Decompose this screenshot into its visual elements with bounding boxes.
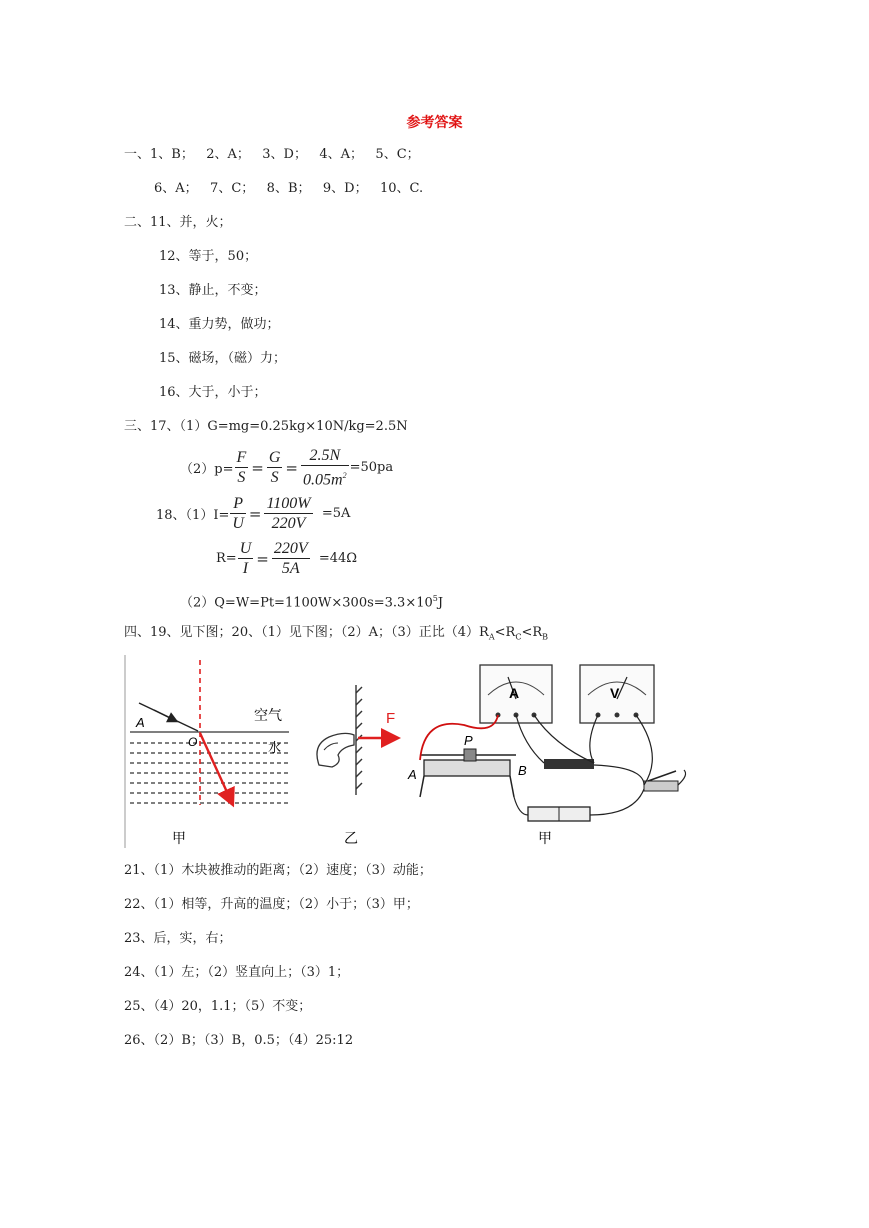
rheostat-a-label: A: [408, 767, 417, 782]
fraction-g-over-s: [267, 448, 283, 487]
water-label: 水: [268, 740, 282, 755]
exponent: 5: [432, 594, 438, 603]
q18-1-prefix: 18、（1）I=: [156, 508, 230, 523]
answer-q24: 24、（1）左；（2）竖直向上；（3）1；: [124, 965, 350, 980]
rheostat-b-label: B: [518, 763, 527, 778]
equals-sign: =: [251, 458, 264, 477]
answer-q12: 12、等于，50；: [159, 249, 258, 264]
figure-label-jia-left: 甲: [172, 830, 186, 846]
equals-sign: =: [285, 458, 298, 477]
equals-sign: =: [256, 549, 269, 568]
hand-icon: [317, 733, 354, 767]
answer-q21: 21、（1）木块被推动的距离；（2）速度；（3）动能；: [124, 863, 432, 878]
answer-q22: 22、（1）相等，升高的温度；（2）小于；（3）甲；: [124, 897, 419, 912]
rheostat: [407, 733, 527, 797]
answer-q14: 14、重力势，做功；: [159, 317, 280, 332]
q18-r-prefix: R=: [216, 551, 237, 566]
numerator: U: [239, 540, 252, 557]
battery: [528, 807, 590, 821]
answer-q11: 二、11、并，火；: [124, 215, 232, 230]
slider-p-label: P: [464, 733, 473, 748]
figure-label-yi: 乙: [344, 830, 358, 846]
answer-q18-part2: $(2)Q=W=Pt=1100W\times 300s=3.3\times 10^5J$: [180, 594, 444, 611]
q17-2-prefix: （2）p=: [180, 462, 234, 478]
fraction-resistance-values: [272, 539, 310, 578]
answer-q18-part1: [156, 494, 350, 533]
numerator: P: [230, 494, 246, 514]
wires: [514, 715, 686, 815]
answer-figure: [124, 655, 694, 848]
voltmeter-label: V: [610, 685, 620, 701]
denominator: U: [232, 515, 244, 532]
answer-q17-part2: [180, 446, 393, 489]
answer-q26: 26、（2）B；（3）B，0.5；（4）25:12: [124, 1033, 354, 1048]
answer-q17-part1: 三、17、（1）G=mg=0.25kg×10N/kg=2.5N: [124, 419, 408, 434]
ammeter-label: A: [509, 685, 520, 701]
figure-label-jia-right: 甲: [538, 830, 552, 846]
denominator: I: [242, 560, 249, 577]
voltmeter: [580, 665, 654, 723]
answer-q13: 13、静止，不变；: [159, 283, 267, 298]
fraction-u-over-i: [238, 539, 254, 578]
air-label: 空气: [254, 707, 282, 723]
water-region: [130, 732, 289, 803]
q17-2-result: =50pa: [349, 460, 394, 476]
numerator: G: [268, 449, 281, 467]
numerator: 220V: [273, 540, 308, 557]
q18-r-result: =44Ω: [310, 551, 358, 566]
force-label: F: [386, 710, 396, 727]
denominator: $0.05m^2$: [303, 471, 347, 489]
fraction-power-values: [264, 494, 312, 533]
page-title: 参考答案: [406, 115, 463, 131]
denominator: S: [270, 469, 279, 487]
numerator: 1100W: [266, 495, 311, 512]
resistor: [544, 759, 594, 769]
denominator: 5A: [281, 560, 300, 577]
figure-svg: [124, 655, 694, 848]
wall: [356, 685, 362, 795]
numerator: F: [236, 449, 247, 467]
answer-q19-q20: 四、19、见下图；20、（1）见下图；（2）A；（3）正比$(4)R_A<R_C<R_B$: [124, 625, 549, 642]
fraction-f-over-s: [235, 448, 249, 487]
answer-row-6-10: 6、A； 7、C； 8、B； 9、D； 10、C.: [154, 181, 424, 196]
denominator: 220V: [271, 515, 306, 532]
answer-q18-resistance: [216, 539, 357, 578]
answer-q16: 16、大于，小于；: [159, 385, 267, 400]
fraction-p-over-u: [230, 494, 246, 533]
equals-sign: =: [248, 504, 262, 523]
ammeter: [480, 665, 552, 723]
denominator: S: [237, 469, 246, 487]
answer-q15: 15、磁场，（磁）力；: [159, 351, 287, 366]
answer-q23: 23、后，实，右；: [124, 931, 232, 946]
q18-1-result: =5A: [313, 506, 351, 521]
answer-row-1-5: 一、1、B； 2、A； 3、D； 4、A； 5、C；: [124, 147, 420, 162]
point-a-label: A: [136, 715, 145, 730]
point-o-label: O: [188, 735, 198, 749]
fraction-pressure-values: [301, 446, 349, 489]
answer-q25: 25、（4）20，1.1；（5）不变；: [124, 999, 312, 1014]
numerator: 2.5N: [301, 446, 349, 466]
